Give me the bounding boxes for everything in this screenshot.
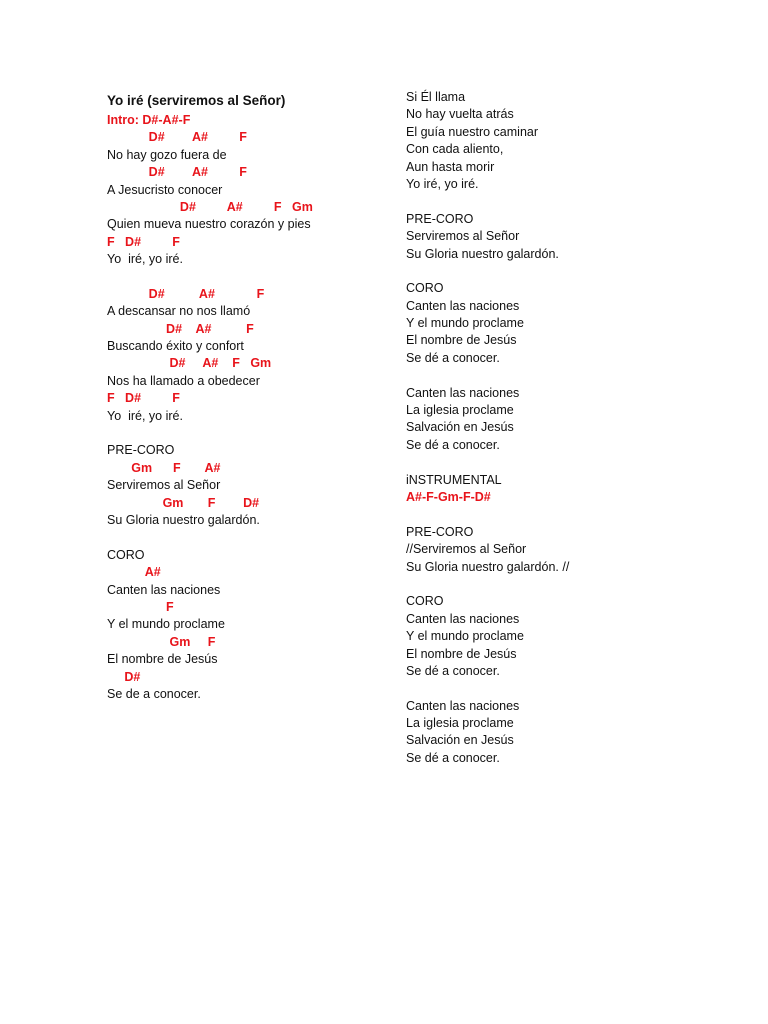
lyric-line: PRE-CORO [406,524,474,539]
blank-line [107,425,387,442]
blank-line [406,506,706,523]
chord-line: Gm F [107,634,216,649]
lyric-line: Su Gloria nuestro galardón. [406,246,559,261]
lyric-line: Se de a conocer. [107,686,201,701]
chord-line: F [107,599,174,614]
lyric-line: Se dé a conocer. [406,437,500,452]
song-title: Yo iré (serviremos al Señor) [107,93,286,108]
lyric-line: No hay vuelta atrás [406,107,514,122]
lyric-line: Canten las naciones [107,582,221,597]
lyric-line: Yo iré, yo iré. [406,176,479,191]
lyric-line: Quien mueva nuestro corazón y pies [107,217,311,232]
lyric-line: Aun hasta morir [406,159,495,174]
chord-line: D# A# F [107,321,254,336]
lyric-line: Canten las naciones [406,298,520,313]
lyric-line: PRE-CORO [107,443,175,458]
lyric-line: iNSTRUMENTAL [406,472,502,487]
lyric-line: Salvación en Jesús [406,733,514,748]
lyric-line: Se dé a conocer. [406,663,500,678]
lyric-line: La iglesia proclame [406,403,514,418]
chord-line: A#-F-Gm-F-D# [406,489,491,504]
lyric-line: Su Gloria nuestro galardón. [107,512,260,527]
chord-line: D# A# F Gm [107,356,272,371]
lyric-line: Buscando éxito y confort [107,339,244,354]
lyric-line: Yo iré, yo iré. [107,408,183,423]
lyric-line: El nombre de Jesús [406,646,517,661]
lyric-line: Nos ha llamado a obedecer [107,373,260,388]
chord-line: F D# F [107,234,180,249]
lyric-line: Canten las naciones [406,385,520,400]
chord-line: F D# F [107,391,180,406]
lyric-line: A descansar no nos llamó [107,304,251,319]
lyric-line: El nombre de Jesús [406,333,517,348]
chord-line: Gm F D# [107,495,260,510]
lyric-line: Se dé a conocer. [406,750,500,765]
lyric-line: Y el mundo proclame [406,316,524,331]
lyric-line: Serviremos al Señor [107,478,221,493]
blank-line [406,367,706,384]
blank-line [406,454,706,471]
right-lines [406,89,706,767]
lyric-line: Yo iré, yo iré. [107,252,183,267]
lyric-line: PRE-CORO [406,211,474,226]
blank-line [406,263,706,280]
lyric-line: CORO [406,281,444,296]
lyric-line: Se dé a conocer. [406,350,500,365]
chord-line: A# [107,565,161,580]
lyric-line: El guía nuestro caminar [406,124,539,139]
lyric-line: Con cada aliento, [406,142,504,157]
blank-line [107,269,387,286]
blank-line [406,576,706,593]
lyric-line: No hay gozo fuera de [107,147,227,162]
chord-line: D# A# F [107,130,247,145]
chord-line: D# A# F Gm [107,199,313,214]
lyric-line: Serviremos al Señor [406,229,520,244]
left-column [107,89,387,703]
right-column [406,89,706,767]
lyric-line: Canten las naciones [406,611,520,626]
chord-line: D# A# F [107,286,265,301]
intro-line: Intro: D#-A#-F [107,113,191,127]
lyric-line: A Jesucristo conocer [107,182,223,197]
lyric-line: Salvación en Jesús [406,420,514,435]
blank-line [406,193,706,210]
lyric-line: CORO [406,594,444,609]
lyric-line: Canten las naciones [406,698,520,713]
lyric-line: Y el mundo proclame [406,629,524,644]
lyric-line: La iglesia proclame [406,716,514,731]
chord-line: D# [107,669,141,684]
lyric-line: CORO [107,547,145,562]
lyric-line: Su Gloria nuestro galardón. // [406,559,570,574]
lyric-line: Si Él llama [406,90,466,104]
chord-line: Gm F A# [107,460,221,475]
chord-line: D# A# F [107,165,247,180]
lyric-line: Y el mundo proclame [107,617,225,632]
lyric-line: //Serviremos al Señor [406,542,527,557]
blank-line [107,529,387,546]
lyric-line: El nombre de Jesús [107,652,218,667]
blank-line [406,680,706,697]
left-lines [107,112,387,703]
